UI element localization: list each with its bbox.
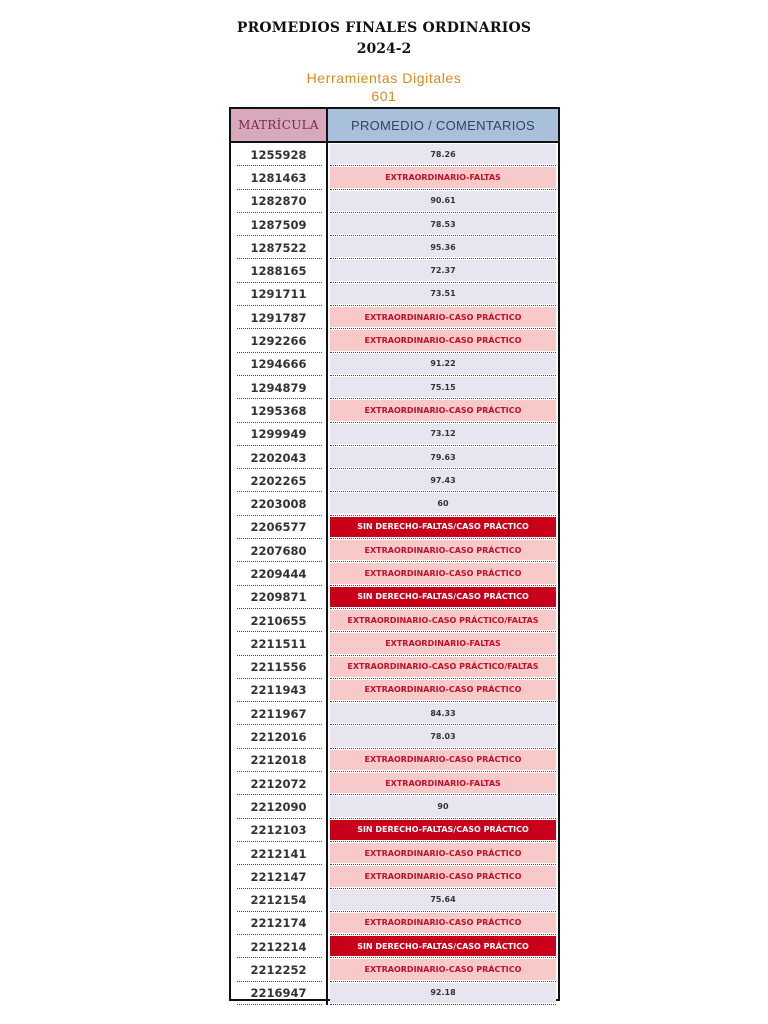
matricula-cell: 2211511	[231, 632, 328, 655]
matricula-cell: 1291787	[231, 306, 328, 329]
table-row	[231, 656, 558, 679]
matricula-cell: 1287509	[231, 213, 328, 236]
matricula-cell: 2212214	[231, 935, 328, 958]
table-row	[231, 492, 558, 515]
matricula-cell: 2212018	[231, 749, 328, 772]
matricula-cell: 1281463	[231, 166, 328, 189]
table-row	[231, 166, 558, 189]
grade-cell: 78.53	[330, 214, 556, 234]
comment-cell: SIN DERECHO-FALTAS/CASO PRÁCTICO	[330, 587, 556, 607]
matricula-cell: 2209871	[231, 586, 328, 609]
matricula-cell: 2211943	[231, 679, 328, 702]
grade-cell: 78.26	[330, 144, 556, 164]
table-row	[231, 725, 558, 748]
comment-cell: EXTRAORDINARIO-CASO PRÁCTICO	[330, 959, 556, 979]
matricula-cell: 1282870	[231, 190, 328, 213]
comment-cell: EXTRAORDINARIO-CASO PRÁCTICO	[330, 913, 556, 933]
comment-cell: SIN DERECHO-FALTAS/CASO PRÁCTICO	[330, 936, 556, 956]
comment-cell: EXTRAORDINARIO-CASO PRÁCTICO	[330, 563, 556, 583]
table-row	[231, 329, 558, 352]
matricula-cell: 2210655	[231, 609, 328, 632]
matricula-cell: 1294666	[231, 353, 328, 376]
matricula-cell: 1299949	[231, 423, 328, 446]
grade-cell: 75.64	[330, 890, 556, 910]
grade-cell: 95.36	[330, 237, 556, 257]
table-row	[231, 259, 558, 282]
table-row	[231, 190, 558, 213]
table-row	[231, 749, 558, 772]
table-row	[231, 586, 558, 609]
matricula-cell: 2212090	[231, 795, 328, 818]
comment-cell: EXTRAORDINARIO-CASO PRÁCTICO	[330, 866, 556, 886]
table-row	[231, 609, 558, 632]
matricula-cell: 2212016	[231, 725, 328, 748]
comment-cell: EXTRAORDINARIO-CASO PRÁCTICO/FALTAS	[330, 610, 556, 630]
comment-cell: EXTRAORDINARIO-FALTAS	[330, 773, 556, 793]
matricula-cell: 2202265	[231, 469, 328, 492]
matricula-cell: 1294879	[231, 376, 328, 399]
matricula-cell: 2216947	[231, 982, 328, 1005]
subject-name: Herramientas Digitales	[306, 70, 462, 86]
grade-cell: 90	[330, 796, 556, 816]
matricula-cell: 2202043	[231, 446, 328, 469]
table-row	[231, 306, 558, 329]
column-header-promedio: PROMEDIO / COMENTARIOS	[328, 109, 558, 141]
matricula-cell: 2212154	[231, 889, 328, 912]
table-row	[231, 213, 558, 236]
comment-cell: EXTRAORDINARIO-CASO PRÁCTICO	[330, 750, 556, 770]
comment-cell: EXTRAORDINARIO-CASO PRÁCTICO	[330, 843, 556, 863]
grade-cell: 91.22	[330, 354, 556, 374]
column-header-matricula: MATRÍCULA	[231, 109, 328, 141]
grade-cell: 92.18	[330, 983, 556, 1003]
matricula-cell: 1295368	[231, 399, 328, 422]
comment-cell: EXTRAORDINARIO-CASO PRÁCTICO	[330, 330, 556, 350]
matricula-cell: 2207680	[231, 539, 328, 562]
table-row	[231, 446, 558, 469]
table-row	[231, 772, 558, 795]
comment-cell: EXTRAORDINARIO-CASO PRÁCTICO	[330, 540, 556, 560]
matricula-cell: 1288165	[231, 259, 328, 282]
grade-cell: 90.61	[330, 191, 556, 211]
matricula-cell: 2212141	[231, 842, 328, 865]
table-row	[231, 283, 558, 306]
table-row	[231, 143, 558, 166]
matricula-cell: 2212174	[231, 912, 328, 935]
table-row	[231, 912, 558, 935]
comment-cell: EXTRAORDINARIO-CASO PRÁCTICO	[330, 400, 556, 420]
grades-table	[229, 107, 560, 1001]
matricula-cell: 2211967	[231, 702, 328, 725]
matricula-cell: 1255928	[231, 143, 328, 166]
matricula-cell: 1287522	[231, 236, 328, 259]
table-row	[231, 679, 558, 702]
comment-cell: EXTRAORDINARIO-CASO PRÁCTICO	[330, 307, 556, 327]
grade-cell: 73.12	[330, 424, 556, 444]
table-row	[231, 958, 558, 981]
comment-cell: EXTRAORDINARIO-FALTAS	[330, 633, 556, 653]
table-row	[231, 423, 558, 446]
table-row	[231, 819, 558, 842]
table-row	[231, 842, 558, 865]
comment-cell: EXTRAORDINARIO-FALTAS	[330, 167, 556, 187]
period-label: 2024-2	[356, 41, 412, 57]
matricula-cell: 2206577	[231, 516, 328, 539]
comment-cell: SIN DERECHO-FALTAS/CASO PRÁCTICO	[330, 517, 556, 537]
grade-cell: 78.03	[330, 726, 556, 746]
table-row	[231, 399, 558, 422]
page-title: PROMEDIOS FINALES ORDINARIOS	[236, 20, 532, 36]
group-number: 601	[371, 88, 397, 104]
table-row	[231, 632, 558, 655]
matricula-cell: 2209444	[231, 562, 328, 585]
table-row	[231, 376, 558, 399]
table-row	[231, 702, 558, 725]
table-row	[231, 982, 558, 1005]
matricula-cell: 2203008	[231, 492, 328, 515]
table-header	[231, 109, 558, 143]
table-body	[231, 143, 558, 1005]
table-row	[231, 562, 558, 585]
matricula-cell: 2212147	[231, 865, 328, 888]
table-row	[231, 889, 558, 912]
comment-cell: EXTRAORDINARIO-CASO PRÁCTICO	[330, 680, 556, 700]
table-row	[231, 469, 558, 492]
table-row	[231, 236, 558, 259]
table-row	[231, 865, 558, 888]
table-row	[231, 516, 558, 539]
grade-cell: 97.43	[330, 470, 556, 490]
comment-cell: EXTRAORDINARIO-CASO PRÁCTICO/FALTAS	[330, 657, 556, 677]
matricula-cell: 2212103	[231, 819, 328, 842]
grade-cell: 79.63	[330, 447, 556, 467]
table-row	[231, 353, 558, 376]
grade-cell: 73.51	[330, 284, 556, 304]
grade-cell: 84.33	[330, 703, 556, 723]
table-row	[231, 795, 558, 818]
comment-cell: SIN DERECHO-FALTAS/CASO PRÁCTICO	[330, 820, 556, 840]
matricula-cell: 2212072	[231, 772, 328, 795]
table-row	[231, 539, 558, 562]
grade-cell: 75.15	[330, 377, 556, 397]
matricula-cell: 2212252	[231, 958, 328, 981]
matricula-cell: 2211556	[231, 656, 328, 679]
table-row	[231, 935, 558, 958]
matricula-cell: 1292266	[231, 329, 328, 352]
matricula-cell: 1291711	[231, 283, 328, 306]
grade-cell: 72.37	[330, 260, 556, 280]
grade-cell: 60	[330, 493, 556, 513]
